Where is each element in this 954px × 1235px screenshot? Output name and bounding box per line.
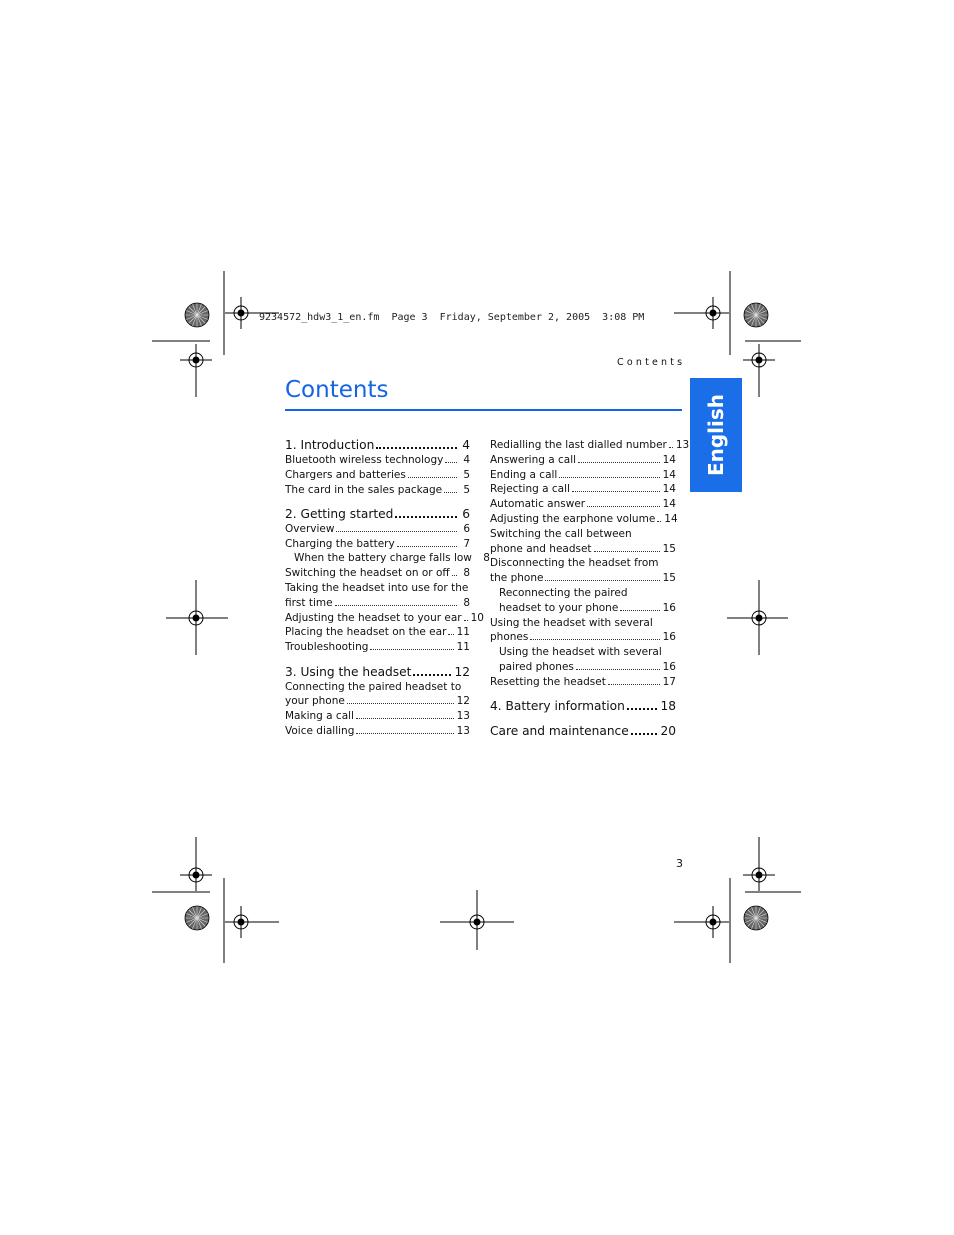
toc-entry[interactable] — [285, 640, 470, 655]
toc-label: Answering a call — [490, 453, 577, 466]
toc-subentry[interactable] — [490, 601, 676, 616]
toc-entry[interactable] — [490, 468, 676, 483]
leader-dots — [657, 520, 661, 522]
toc-page: 12 — [456, 695, 470, 708]
toc-label: Troubleshooting — [285, 641, 369, 654]
toc-label: When the battery charge falls low — [294, 552, 472, 565]
toc-label: 4. Battery information — [490, 699, 625, 714]
toc-page: 8 — [483, 552, 490, 565]
leader-dots — [631, 732, 658, 735]
leader-dots — [335, 604, 457, 606]
page-title: Contents — [285, 377, 389, 403]
toc-entry[interactable] — [285, 537, 470, 552]
toc-entry[interactable] — [490, 571, 676, 586]
leader-dots — [445, 461, 457, 463]
language-tab-label: English — [704, 393, 728, 477]
leader-dots — [572, 490, 660, 492]
leader-dots — [464, 619, 468, 621]
toc-page: 14 — [662, 453, 676, 466]
toc-label: The card in the sales package — [285, 483, 443, 496]
toc-entry[interactable] — [490, 675, 676, 690]
leader-dots — [559, 476, 659, 478]
toc-chapter-care-maintenance[interactable] — [490, 724, 676, 739]
toc-label: Charging the battery — [285, 537, 395, 550]
toc-label: first time — [285, 596, 333, 609]
toc-page: 13 — [456, 724, 470, 737]
toc-page: 5 — [463, 468, 470, 481]
language-tab — [690, 378, 742, 492]
toc-entry[interactable] — [285, 724, 470, 739]
toc-label: headset to your phone — [499, 601, 619, 614]
toc-page: 15 — [662, 542, 676, 555]
toc-page: 6 — [462, 506, 470, 521]
toc-page: 11 — [456, 626, 470, 639]
toc-label: Automatic answer — [490, 498, 586, 511]
toc-label: 1. Introduction — [285, 438, 375, 452]
toc-label: Switching the headset on or off — [285, 567, 450, 580]
leader-dots — [576, 668, 660, 670]
toc-label: Adjusting the earphone volume — [490, 512, 656, 525]
toc-label: Bluetooth wireless technology — [285, 454, 444, 466]
toc-label: your phone — [285, 695, 345, 708]
leader-dots — [444, 491, 457, 493]
toc-page: 13 — [456, 710, 470, 723]
toc-page: 13 — [675, 439, 690, 451]
toc-page: 8 — [463, 567, 470, 580]
toc-entry[interactable] — [285, 483, 470, 498]
toc-page: 20 — [660, 723, 676, 738]
toc-page: 17 — [662, 675, 676, 688]
toc-subentry-line[interactable]: Using the headset with several — [499, 646, 662, 659]
toc-page: 10 — [470, 611, 484, 624]
toc-entry[interactable] — [285, 709, 470, 724]
leader-dots — [578, 461, 660, 463]
leader-dots — [452, 574, 457, 576]
toc-label: Placing the headset on the ear — [285, 626, 447, 639]
page-number: 3 — [676, 857, 683, 870]
file-info-line: 9234572_hdw3_1_en.fm Page 3 Friday, September 2, 2005 3:08 PM — [259, 312, 645, 323]
toc-entry[interactable] — [285, 566, 470, 581]
toc-label: Voice dialling — [285, 724, 355, 737]
toc-label: Overview — [285, 522, 335, 535]
leader-dots — [397, 545, 457, 547]
toc-chapter-introduction[interactable] — [285, 438, 470, 453]
toc-page: 16 — [662, 660, 676, 673]
toc-entry[interactable] — [285, 596, 470, 611]
leader-dots — [376, 446, 457, 449]
toc-label: Ending a call — [490, 468, 558, 481]
toc-entry-line[interactable]: Taking the headset into use for the — [285, 582, 469, 595]
toc-label: paired phones — [499, 660, 574, 673]
toc-label: Care and maintenance — [490, 723, 629, 738]
leader-dots — [370, 648, 453, 650]
toc-subentry-line[interactable]: Reconnecting the paired — [499, 586, 628, 599]
running-head: Contents — [617, 357, 686, 368]
toc-chapter-battery-information[interactable] — [490, 699, 676, 714]
toc-entry-line[interactable]: Disconnecting the headset from — [490, 557, 659, 570]
toc-label: the phone — [490, 572, 544, 585]
toc-entry[interactable] — [285, 694, 470, 709]
toc-column-left — [285, 438, 490, 739]
toc-entry[interactable] — [285, 625, 470, 640]
toc-entry-line[interactable]: Switching the call between — [490, 527, 632, 540]
toc-label: 3. Using the headset — [285, 664, 412, 679]
toc-page: 15 — [662, 572, 676, 585]
leader-dots — [413, 673, 451, 676]
leader-dots — [587, 505, 660, 507]
toc-page: 5 — [463, 483, 470, 496]
toc-page: 4 — [463, 454, 470, 466]
toc-page: 7 — [463, 537, 470, 550]
toc-entry[interactable] — [490, 497, 676, 512]
toc-entry[interactable] — [490, 453, 676, 468]
toc-entry[interactable] — [490, 482, 676, 497]
leader-dots — [395, 515, 457, 518]
toc-column-right — [490, 438, 690, 739]
toc-page: 11 — [456, 641, 470, 654]
toc-entry-line[interactable]: Connecting the paired headset to — [285, 680, 462, 693]
toc-entry[interactable] — [285, 611, 484, 626]
leader-dots — [474, 560, 478, 561]
toc-page: 18 — [660, 699, 676, 714]
toc-label: Rejecting a call — [490, 483, 570, 496]
leader-dots — [530, 638, 659, 640]
toc-page: 4 — [462, 438, 470, 452]
toc-page: 16 — [662, 631, 676, 644]
toc-subentry[interactable] — [285, 551, 490, 566]
toc-entry[interactable] — [490, 630, 676, 645]
toc-entry-line[interactable]: Using the headset with several — [490, 616, 653, 629]
toc-page: 6 — [463, 522, 470, 535]
toc-label: Resetting the headset — [490, 675, 606, 688]
toc-page: 14 — [662, 468, 676, 481]
leader-dots — [408, 476, 457, 478]
title-rule — [285, 409, 682, 411]
toc-page: 8 — [463, 596, 470, 609]
leader-dots — [627, 707, 658, 710]
toc-page: 12 — [454, 664, 470, 679]
leader-dots — [669, 446, 673, 448]
toc-page: 14 — [664, 512, 678, 525]
toc-label: Chargers and batteries — [285, 468, 406, 481]
toc-entry[interactable] — [490, 542, 676, 557]
leader-dots — [356, 732, 453, 734]
toc-entry[interactable] — [285, 522, 470, 537]
toc-label: Adjusting the headset to your ear — [285, 611, 462, 624]
toc-chapter-using-headset[interactable] — [285, 665, 470, 680]
toc-page: 16 — [662, 601, 676, 614]
toc-chapter-getting-started[interactable] — [285, 507, 470, 522]
leader-dots — [336, 530, 457, 532]
leader-dots — [356, 717, 454, 719]
leader-dots — [594, 550, 660, 552]
toc-page: 14 — [662, 483, 676, 496]
toc-page: 14 — [662, 498, 676, 511]
toc-entry[interactable] — [490, 438, 690, 453]
leader-dots — [448, 633, 453, 635]
toc-entry[interactable] — [285, 468, 470, 483]
toc-label: Redialling the last dialled number — [490, 439, 667, 451]
toc-entry[interactable] — [490, 512, 676, 527]
leader-dots — [545, 579, 659, 581]
toc-subentry[interactable] — [490, 660, 676, 675]
toc-label: phones — [490, 631, 529, 644]
leader-dots — [347, 702, 454, 704]
toc-entry[interactable] — [285, 453, 470, 468]
leader-dots — [620, 609, 659, 611]
toc-label: phone and headset — [490, 542, 592, 555]
toc-label: 2. Getting started — [285, 506, 394, 521]
leader-dots — [608, 683, 660, 685]
toc-label: Making a call — [285, 710, 354, 723]
